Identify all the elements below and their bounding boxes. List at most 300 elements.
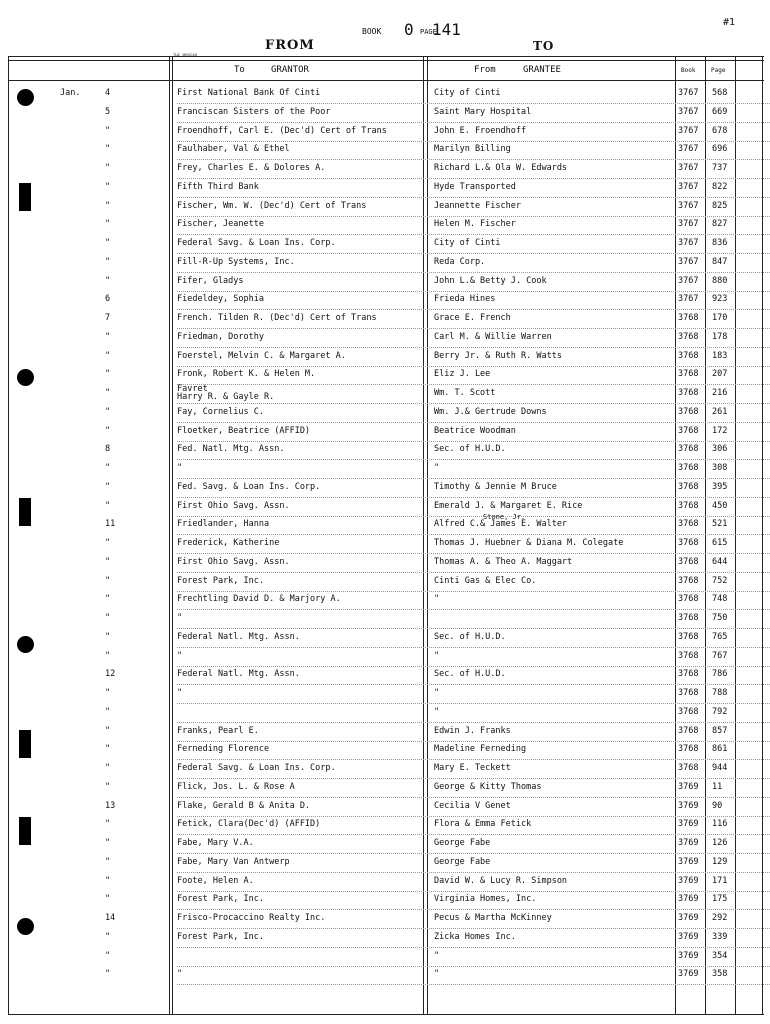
book-label: BOOK <box>362 27 382 36</box>
table-row <box>0 313 770 331</box>
page-cell: 450 <box>712 500 728 511</box>
book-cell: 3768 <box>678 688 699 698</box>
day-cell: " <box>105 781 111 792</box>
day-cell: 11 <box>105 519 116 530</box>
book-cell: 3768 <box>678 313 699 323</box>
page-cell: 11 <box>712 781 723 792</box>
day-cell: 14 <box>105 913 116 923</box>
day-cell: 13 <box>105 800 116 811</box>
grantor-cell: Fed. Savg. & Loan Ins. Corp. <box>177 481 321 492</box>
day-cell: " <box>105 969 111 980</box>
table-row <box>0 838 770 856</box>
grantee-cell: David W. & Lucy R. Simpson <box>434 875 568 886</box>
day-cell: " <box>105 406 111 417</box>
page-cell: 129 <box>712 856 728 867</box>
row-guide-line <box>177 497 770 498</box>
table-row <box>0 538 770 556</box>
day-cell: 8 <box>105 444 111 455</box>
book-cell: 3768 <box>678 388 699 398</box>
page-cell: 678 <box>712 125 728 136</box>
row-guide-line <box>177 347 770 348</box>
page-cell: 175 <box>712 894 728 905</box>
grantor-cell: Forest Park, Inc. <box>177 931 264 942</box>
row-guide-line <box>177 441 770 442</box>
table-row <box>0 238 770 256</box>
book-cell: 3769 <box>678 913 699 923</box>
book-cell: 3768 <box>678 594 699 605</box>
grantor-cell: Frechtling David D. & Marjory A. <box>177 594 341 605</box>
page-cell: 339 <box>712 931 728 942</box>
day-cell: " <box>105 931 111 942</box>
day-cell: " <box>105 556 111 567</box>
page-cell: 644 <box>712 556 728 567</box>
grantor-cell: Foerstel, Melvin C. & Margaret A. <box>177 350 346 361</box>
row-guide-line <box>177 103 770 104</box>
row-guide-line <box>177 178 770 179</box>
page-cell: 822 <box>712 181 728 192</box>
day-cell: " <box>105 688 111 698</box>
table-row <box>0 426 770 444</box>
table-row <box>0 482 770 500</box>
grantee-cell: Sec. of H.U.D. <box>434 444 506 455</box>
grantee-cell: Carl M. & Willie Warren <box>434 331 552 342</box>
grantee-cell: Saint Mary Hospital <box>434 106 532 117</box>
page-cell: 750 <box>712 613 728 623</box>
day-cell: 5 <box>105 106 111 117</box>
sheet-number: #1 <box>723 17 736 28</box>
page-label: PAGE <box>420 28 437 36</box>
table-row <box>0 257 770 275</box>
row-guide-line <box>177 853 770 854</box>
day-cell: " <box>105 706 111 717</box>
row-guide-line <box>177 609 770 610</box>
grantor-cell: Flick, Jos. L. & Rose A <box>177 781 295 792</box>
row-guide-line <box>177 947 770 948</box>
grantor-cell: Federal Savg. & Loan Ins. Corp. <box>177 238 336 248</box>
grantee-cell: George & Kitty Thomas <box>434 781 542 792</box>
table-row <box>0 651 770 669</box>
book-cell: 3767 <box>678 181 699 192</box>
to-heading: TO <box>533 39 555 53</box>
grantee-cell: Emerald J. & Margaret E. Rice <box>434 500 583 511</box>
book-cell: 3768 <box>678 613 699 623</box>
row-guide-line <box>177 291 770 292</box>
row-guide-line <box>177 553 770 554</box>
table-row <box>0 88 770 106</box>
grantee-cell: George Fabe <box>434 856 491 867</box>
grantor-cell: Ferneding Florence <box>177 744 270 755</box>
page-cell: 171 <box>712 875 728 886</box>
book-cell: 3768 <box>678 481 699 492</box>
grantor-cell: Fifer, Gladys <box>177 275 244 286</box>
day-cell: " <box>105 594 111 605</box>
book-cell: 3767 <box>678 219 699 230</box>
table-row <box>0 201 770 219</box>
grantor-cell: Foote, Helen A. <box>177 875 254 886</box>
grantor-cell: Franks, Pearl E. <box>177 725 259 736</box>
grantee-cell: George Fabe <box>434 838 491 848</box>
grantor-cell: First National Bank Of Cinti <box>177 88 321 98</box>
grantor-cell: Flake, Gerald B & Anita D. <box>177 800 311 811</box>
page-cell: 880 <box>712 275 728 286</box>
page-cell: 216 <box>712 388 728 398</box>
grantee-cell: Flora & Emma Fetick <box>434 819 532 830</box>
book-cell: 3768 <box>678 725 699 736</box>
table-row <box>0 294 770 312</box>
day-cell: 4 <box>105 88 111 98</box>
book-cell: 3767 <box>678 238 699 248</box>
book-number: 0 <box>404 20 414 39</box>
book-cell: 3768 <box>678 744 699 755</box>
row-guide-line <box>177 272 770 273</box>
page-cell: 827 <box>712 219 728 230</box>
page-cell: 308 <box>712 463 728 473</box>
row-guide-line <box>177 197 770 198</box>
page-cell: 923 <box>712 294 728 305</box>
page-cell: 354 <box>712 950 728 961</box>
table-row <box>0 819 770 837</box>
book-cell: 3767 <box>678 200 699 211</box>
day-cell: " <box>105 838 111 848</box>
grantor-cell: Federal Natl. Mtg. Assn. <box>177 631 300 642</box>
book-cell: 3767 <box>678 294 699 305</box>
row-guide-line <box>177 703 770 704</box>
row-guide-line <box>177 159 770 160</box>
book-cell: 3768 <box>678 425 699 436</box>
day-cell: 6 <box>105 294 111 305</box>
page-cell: 116 <box>712 819 728 830</box>
grantor-cell: Floetker, Beatrice (AFFID) <box>177 425 311 436</box>
grantor-cell: Franciscan Sisters of the Poor <box>177 106 331 117</box>
table-row <box>0 594 770 612</box>
table-row <box>0 707 770 725</box>
table-row <box>0 894 770 912</box>
grantee-cell: " <box>434 463 440 473</box>
grantee-cell: City of Cinti <box>434 238 501 248</box>
grantee-cell: Cinti Gas & Elec Co. <box>434 575 537 586</box>
book-cell: 3767 <box>678 275 699 286</box>
book-cell: 3768 <box>678 406 699 417</box>
page-cell: 767 <box>712 650 728 661</box>
row-guide-line <box>177 891 770 892</box>
table-row <box>0 969 770 987</box>
grantee-prefix: From <box>474 65 496 75</box>
page-cell: 261 <box>712 406 728 417</box>
book-cell: 3768 <box>678 763 699 773</box>
book-cell: 3769 <box>678 781 699 792</box>
book-cell: 3767 <box>678 106 699 117</box>
page-cell: 737 <box>712 163 728 173</box>
grantee-cell: Alfred C.& James E. Walter <box>434 519 568 530</box>
book-cell: 3768 <box>678 631 699 642</box>
grantor-cell: Federal Savg. & Loan Ins. Corp. <box>177 763 336 773</box>
book-cell: 3767 <box>678 144 699 155</box>
table-row <box>0 384 770 406</box>
grantee-cell: Sec. of H.U.D. <box>434 669 506 680</box>
grantee-cell: Berry Jr. & Ruth R. Watts <box>434 350 562 361</box>
table-row <box>0 576 770 594</box>
day-cell: " <box>105 463 111 473</box>
day-cell: " <box>105 875 111 886</box>
book-cell: 3767 <box>678 88 699 98</box>
row-guide-line <box>177 759 770 760</box>
day-cell: " <box>105 369 111 380</box>
day-cell: " <box>105 856 111 867</box>
grantee-cell: Zicka Homes Inc. <box>434 931 516 942</box>
day-cell: " <box>105 500 111 511</box>
row-guide-line <box>177 628 770 629</box>
grantee-cell: " <box>434 688 440 698</box>
day-cell: " <box>105 575 111 586</box>
row-guide-line <box>177 591 770 592</box>
table-row <box>0 126 770 144</box>
grantee-cell: John E. Froendhoff <box>434 125 527 136</box>
table-row <box>0 932 770 950</box>
page-cell: 836 <box>712 238 728 248</box>
grantor-cell: Favret <box>177 384 208 394</box>
grantor-cell: Friedman, Dorothy <box>177 331 264 342</box>
grantee-cell: Hyde Transported <box>434 181 516 192</box>
row-guide-line <box>177 872 770 873</box>
book-cell: 3768 <box>678 519 699 530</box>
grantee-cell: Grace E. French <box>434 313 511 323</box>
day-cell: 12 <box>105 669 116 680</box>
book-cell: 3767 <box>678 256 699 267</box>
grantee-note: Stone, Jr. <box>483 513 526 522</box>
grantee-cell: " <box>434 706 440 717</box>
book-cell: 3768 <box>678 538 699 548</box>
grantee-cell: Richard L.& Ola W. Edwards <box>434 163 568 173</box>
page-cell: 178 <box>712 331 728 342</box>
page-cell: 306 <box>712 444 728 455</box>
table-row <box>0 444 770 462</box>
grantee-cell: " <box>434 950 440 961</box>
day-cell: " <box>105 125 111 136</box>
row-guide-line <box>177 741 770 742</box>
grantor-cell: Frey, Charles E. & Dolores A. <box>177 163 326 173</box>
grantor-column-header: GRANTOR <box>271 65 309 75</box>
grantor-cell: Forest Park, Inc. <box>177 894 264 905</box>
table-row <box>0 332 770 350</box>
book-cell: 3769 <box>678 931 699 942</box>
day-cell: " <box>105 744 111 755</box>
grantee-cell: " <box>434 650 440 661</box>
day-cell: " <box>105 388 111 398</box>
table-row <box>0 107 770 125</box>
grantee-cell: Jeannette Fischer <box>434 200 521 211</box>
grantee-cell: " <box>434 594 440 605</box>
book-cell: 3767 <box>678 163 699 173</box>
day-cell: " <box>105 819 111 830</box>
row-guide-line <box>177 403 770 404</box>
row-guide-line <box>177 647 770 648</box>
day-cell: " <box>105 894 111 905</box>
grantor-cell: Fifth Third Bank <box>177 181 259 192</box>
table-row <box>0 669 770 687</box>
grantor-cell: " <box>177 613 183 623</box>
grantor-cell: Fabe, Mary V.A. <box>177 838 254 848</box>
page-cell: 786 <box>712 669 728 680</box>
page-cell: 825 <box>712 200 728 211</box>
row-guide-line <box>177 384 770 385</box>
grantee-cell: Eliz J. Lee <box>434 369 491 380</box>
day-cell: " <box>105 163 111 173</box>
grantee-column-header: GRANTEE <box>523 65 561 75</box>
page-cell: 669 <box>712 106 728 117</box>
page-cell: 861 <box>712 744 728 755</box>
book-cell: 3769 <box>678 819 699 830</box>
grantor-cell: Friedlander, Hanna <box>177 519 270 530</box>
grantor-cell: Fed. Natl. Mtg. Assn. <box>177 444 285 455</box>
grantor-cell: Frisco-Procaccino Realty Inc. <box>177 913 326 923</box>
page-cell: 696 <box>712 144 728 155</box>
table-row <box>0 369 770 387</box>
grantee-cell: John L.& Betty J. Cook <box>434 275 547 286</box>
grantor-cell: Fill-R-Up Systems, Inc. <box>177 256 295 267</box>
grantee-cell: Sec. of H.U.D. <box>434 631 506 642</box>
book-column-header: Book <box>681 67 696 74</box>
row-guide-line <box>177 122 770 123</box>
row-guide-line <box>177 778 770 779</box>
day-cell: " <box>105 256 111 267</box>
grantor-cell: " <box>177 688 183 698</box>
book-cell: 3769 <box>678 875 699 886</box>
book-cell: 3769 <box>678 838 699 848</box>
page-cell: 521 <box>712 519 728 530</box>
row-guide-line <box>177 141 770 142</box>
grantor-cell: Faulhaber, Val & Ethel <box>177 144 290 155</box>
table-row <box>0 144 770 162</box>
row-guide-line <box>177 797 770 798</box>
grantee-cell: Pecus & Martha McKinney <box>434 913 552 923</box>
table-row <box>0 182 770 200</box>
row-guide-line <box>177 684 770 685</box>
grantor-cell: Fischer, Wm. W. (Dec'd) Cert of Trans <box>177 200 367 211</box>
book-cell: 3768 <box>678 650 699 661</box>
table-row <box>0 744 770 762</box>
grantor-cell: Froendhoff, Carl E. (Dec'd) Cert of Trans <box>177 125 387 136</box>
day-cell: " <box>105 725 111 736</box>
page-cell: 358 <box>712 969 728 980</box>
page-cell: 765 <box>712 631 728 642</box>
grantor-cell: " <box>177 969 183 980</box>
row-guide-line <box>177 722 770 723</box>
page-cell: 207 <box>712 369 728 380</box>
page-cell: 847 <box>712 256 728 267</box>
table-row <box>0 782 770 800</box>
grantor-cell: Fronk, Robert K. & Helen M. <box>177 369 316 380</box>
grantor-cell: " <box>177 463 183 473</box>
grantee-cell: Cecilia V Genet <box>434 800 511 811</box>
table-row <box>0 557 770 575</box>
table-row <box>0 351 770 369</box>
row-guide-line <box>177 328 770 329</box>
day-cell: " <box>105 763 111 773</box>
page-cell: 172 <box>712 425 728 436</box>
day-cell: " <box>105 181 111 192</box>
table-row <box>0 688 770 706</box>
table-row <box>0 857 770 875</box>
day-cell: " <box>105 275 111 286</box>
page-cell: 568 <box>712 88 728 98</box>
grantee-cell: Virginia Homes, Inc. <box>434 894 537 905</box>
row-guide-line <box>177 984 770 985</box>
row-guide-line <box>177 816 770 817</box>
book-cell: 3768 <box>678 444 699 455</box>
page-cell: 126 <box>712 838 728 848</box>
grantee-cell: Wm. J.& Gertrude Downs <box>434 406 547 417</box>
grantor-cell: French. Tilden R. (Dec'd) Cert of Trans <box>177 313 377 323</box>
day-cell: " <box>105 350 111 361</box>
row-guide-line <box>177 534 770 535</box>
page-cell: 788 <box>712 688 728 698</box>
table-row <box>0 500 770 522</box>
row-guide-line <box>177 478 770 479</box>
row-guide-line <box>177 366 770 367</box>
grantee-cell: City of Cinti <box>434 88 501 98</box>
row-guide-line <box>177 834 770 835</box>
grantor-prefix: To <box>234 65 245 75</box>
table-row <box>0 726 770 744</box>
table-row <box>0 913 770 931</box>
table-row <box>0 513 770 537</box>
grantee-cell: Frieda Hines <box>434 294 496 305</box>
day-cell: " <box>105 613 111 623</box>
grantee-cell: Edwin J. Franks <box>434 725 511 736</box>
table-row <box>0 463 770 481</box>
page-number: 141 <box>432 20 461 39</box>
book-cell: 3769 <box>678 800 699 811</box>
grantor-cell: " <box>177 650 183 661</box>
grantor-cell: Forest Park, Inc. <box>177 575 264 586</box>
grantor-cell: First Ohio Savg. Assn. <box>177 556 290 567</box>
book-cell: 3768 <box>678 369 699 380</box>
grantee-cell: " <box>434 969 440 980</box>
day-cell: " <box>105 650 111 661</box>
day-cell: " <box>105 238 111 248</box>
table-row <box>0 632 770 650</box>
row-guide-line <box>177 422 770 423</box>
grantor-cell: Fetick, Clara(Dec'd) (AFFID) <box>177 819 321 830</box>
row-guide-line <box>177 459 770 460</box>
day-cell: " <box>105 144 111 155</box>
grantor-cell: Federal Natl. Mtg. Assn. <box>177 669 300 680</box>
book-cell: 3768 <box>678 706 699 717</box>
day-cell: " <box>105 331 111 342</box>
page-cell: 857 <box>712 725 728 736</box>
grantor-cell-line2: Harry R. & Gayle R. <box>177 392 275 402</box>
table-row <box>0 876 770 894</box>
day-cell: " <box>105 425 111 436</box>
row-guide-line <box>177 572 770 573</box>
row-guide-line <box>177 966 770 967</box>
month-cell: Jan. <box>60 88 81 98</box>
day-cell: 7 <box>105 313 111 323</box>
page-cell: 183 <box>712 350 728 361</box>
day-cell: " <box>105 200 111 211</box>
grantee-cell: Reda Corp. <box>434 256 486 267</box>
table-row <box>0 163 770 181</box>
table-row <box>0 276 770 294</box>
table-row <box>0 407 770 425</box>
table-row <box>0 219 770 237</box>
row-guide-line <box>177 216 770 217</box>
row-guide-line <box>177 928 770 929</box>
grantor-cell: Fabe, Mary Van Antwerp <box>177 856 290 867</box>
day-cell: " <box>105 481 111 492</box>
book-cell: 3768 <box>678 463 699 473</box>
book-cell: 3769 <box>678 950 699 961</box>
